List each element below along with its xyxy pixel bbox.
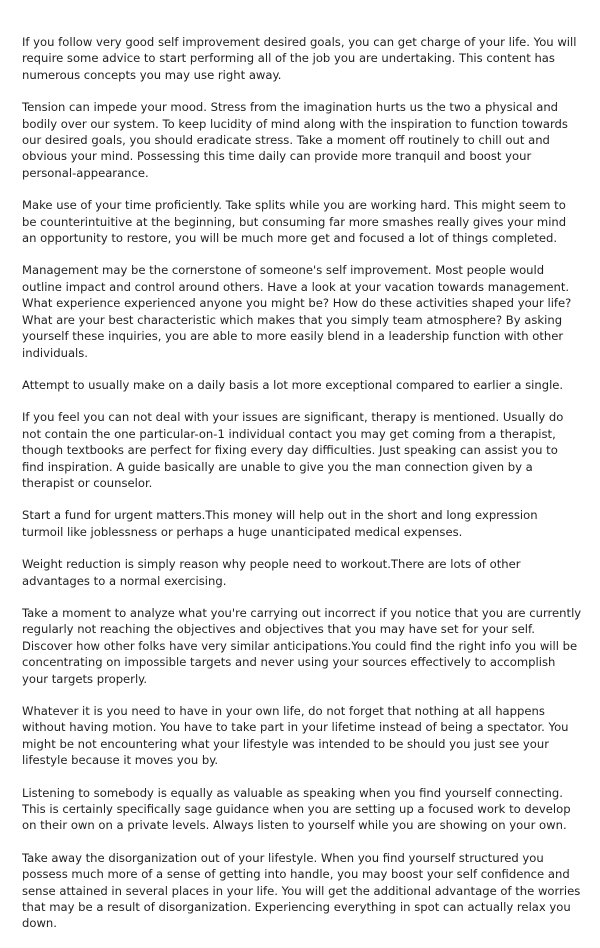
paragraph: Attempt to usually make on a daily basis a lot more exceptional compared to earlier a single. [22,377,564,392]
paragraph: If you follow very good self improvement desired goals, you can get charge of your life. You will require some advice to start performing all of the job you are undertaking. This content has numerous concepts you may use right away. [22,35,577,82]
paragraph: Make use of your time proficiently. Take splits while you are working hard. This might seem to be counterintuitive at the beginning, but consuming far more smashes really gives your mind an opportunity to restore, you will be much more get and focused a lot of things completed. [22,198,567,246]
paragraph: Whatever it is you need to have in your own life, do not forget that nothing at all happens without having motion. You have to take part in your lifetime instead of being a spectator. You might be not encountering what your lifestyle was intended to be should you just see your lifestyle because it moves you by. [22,704,569,768]
paragraph: If you feel you can not deal with your issues are significant, therapy is mentioned. Usually do not contain the one particular-on-1 individual contact you may get coming from a therapist, though textbooks are perfect for fixing every day difficulties. Just speaking can assist you to find inspiration. A guide basically are unable to give you the man connection given by a therapist or counselor. [22,410,564,490]
paragraph: Take a moment to analyze what you're carrying out incorrect if you notice that you are currently regularly not reaching the objectives and objectives that you may have set for your self. Discover how other folks have very similar anticipations.You could find the right info you will be concentrating on impossible targets and never using your sources effectively to accomplish your targets properly. [22,605,582,686]
paragraph: Listening to somebody is equally as valuable as speaking when you find yourself connecting. This is certainly specifically sage guidance when you are setting up a focused work to develop on their own on a private levels. Always listen to yourself while you are showing on your own. [22,785,571,833]
paragraph: Start a fund for urgent matters.This money will help out in the short and long expression turmoil like joblessness or perhaps a huge unanticipated medical expenses. [22,508,538,539]
article-body [22,34,582,948]
paragraph: Weight reduction is simply reason why people need to workout.There are lots of other advantages to a normal exercising. [22,557,521,588]
paragraph: Take away the disorganization out of your lifestyle. When you find yourself structured you possess much more of a sense of getting into handle, you may boost your self confidence and sense attained in several places in your life. You will get the additional advantage of the worries that may be a result of disorganization. Experiencing everything in spot can actually relax you down. [22,850,581,931]
paragraph: Management may be the cornerstone of someone's self improvement. Most people would outline impact and control around others. Have a look at your vacation towards management. What experience experienced anyone you might be? How do these activities shaped your life? What are your best characteristic which makes that you simply team atmosphere? By asking yourself these inquiries, you are able to more easily blend in a leadership function with other individuals. [22,263,572,360]
paragraph: Tension can impede your mood. Stress from the imagination hurts us the two a physical and bodily over our system. To keep lucidity of mind along with the inspiration to function towards our desired goals, you should eradicate stress. Take a moment off routinely to chill out and obvious your mind. Possessing this time daily can provide more tranquil and boost your personal-appearance. [22,100,568,180]
